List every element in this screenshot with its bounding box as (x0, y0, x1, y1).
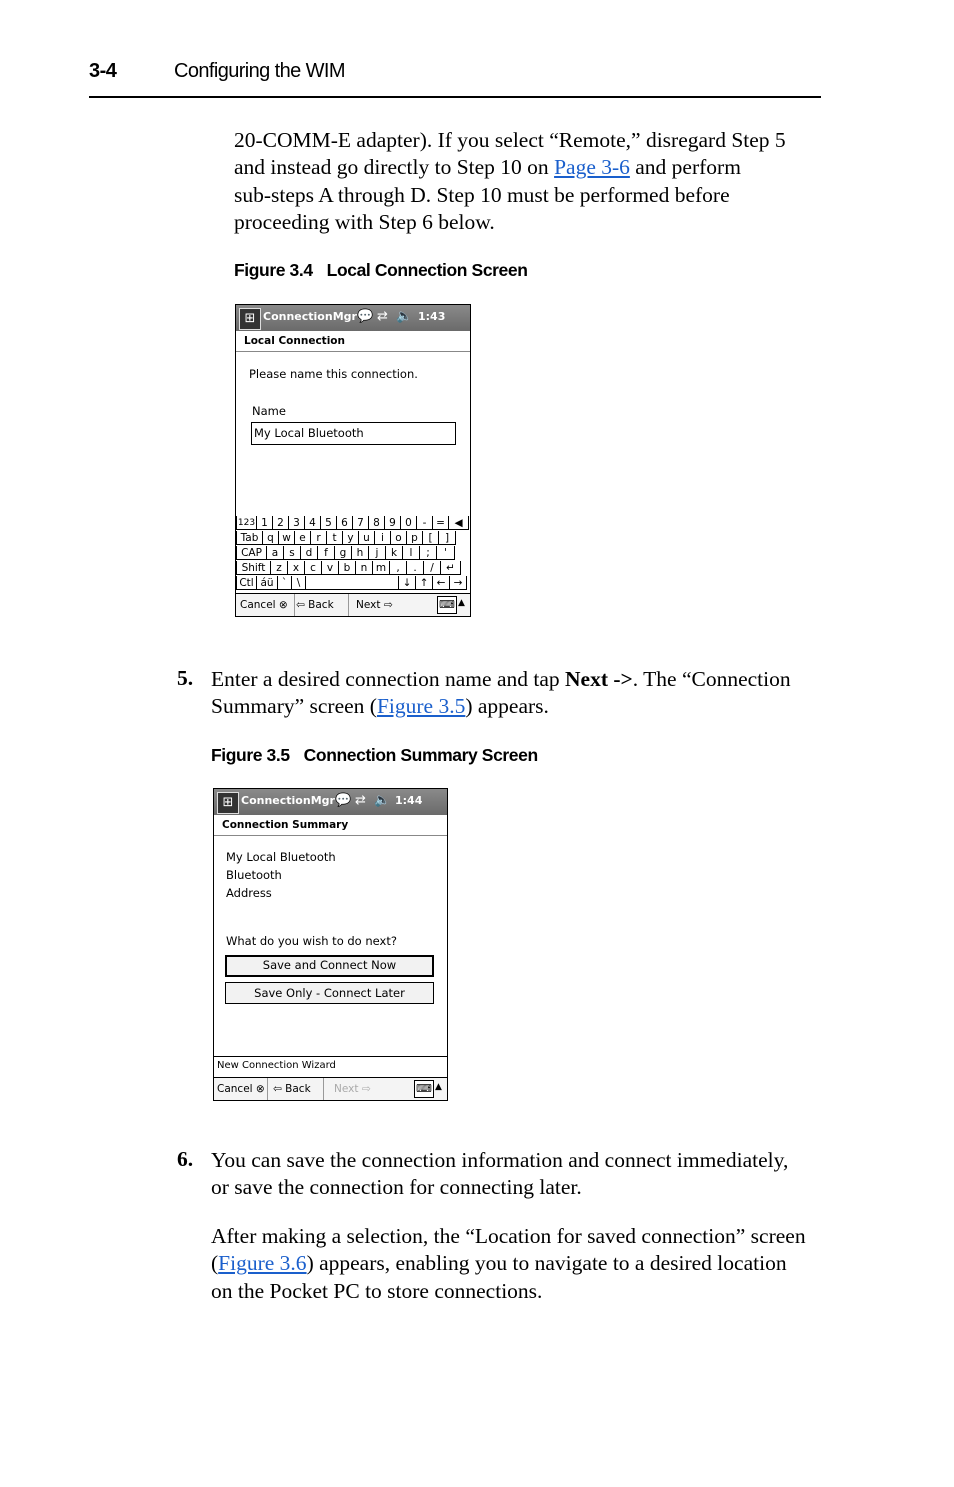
figure-3-5-link[interactable]: Figure 3.5 (376, 694, 466, 719)
key[interactable]: x (288, 561, 305, 575)
key-shift[interactable]: Shift (236, 561, 271, 575)
keyboard-row (236, 561, 470, 576)
key[interactable]: w (279, 531, 295, 545)
summary-address: Address (226, 886, 272, 900)
figure-caption: Figure 3.4 Local Connection Screen (234, 260, 528, 280)
chapter-title: Configuring the WIM (174, 60, 345, 82)
key[interactable]: 0 (401, 516, 417, 530)
intro-line: 20-COMM-E adapter). If you select “Remote,” disregard Step 5 (234, 128, 786, 152)
connectivity-icon[interactable]: ⇄ (355, 793, 366, 808)
key[interactable]: ; (420, 546, 437, 560)
key[interactable]: ] (439, 531, 456, 545)
command-bar (214, 1077, 447, 1100)
cancel-x-icon: ⊗ (278, 599, 288, 611)
key[interactable]: - (417, 516, 433, 530)
backspace-key-icon[interactable]: ◀ (449, 516, 469, 530)
key[interactable]: / (424, 561, 441, 575)
key-cap[interactable]: CAP (236, 546, 267, 560)
key[interactable]: 4 (305, 516, 321, 530)
intro-paragraph (234, 127, 824, 236)
intro-line: proceeding with Step 6 below. (234, 209, 495, 234)
summary-type: Bluetooth (226, 868, 282, 882)
space-key[interactable] (306, 576, 399, 590)
back-arrow-icon: ⇦ (273, 1083, 282, 1095)
key[interactable]: d (301, 546, 318, 560)
key[interactable]: 7 (353, 516, 369, 530)
name-label: Name (252, 404, 286, 418)
enter-key[interactable]: ↵ (441, 561, 461, 575)
step-line: (Figure 3.6) appears, enabling you to navigate to a desired location (211, 1251, 787, 1276)
command-bar (236, 593, 470, 616)
key[interactable]: o (391, 531, 407, 545)
windows-start-icon[interactable]: ⊞ (239, 308, 261, 330)
app-title: ConnectionMgr (241, 794, 335, 807)
key[interactable]: i (375, 531, 391, 545)
windows-start-icon[interactable]: ⊞ (217, 792, 239, 814)
question-text: What do you wish to do next? (226, 934, 397, 948)
intro-line: sub-steps A through D. Step 10 must be performed before (234, 182, 730, 207)
clock[interactable]: 1:44 (395, 794, 423, 807)
cancel-button[interactable]: Cancel ⊗ (236, 594, 295, 616)
key[interactable]: s (284, 546, 301, 560)
step-number: 6. (177, 1147, 194, 1171)
wizard-label: New Connection Wizard (214, 1056, 447, 1075)
keyboard-icon[interactable]: ⌨ (414, 1080, 434, 1098)
keyboard-row (236, 531, 470, 546)
app-title: ConnectionMgr (263, 310, 357, 323)
key[interactable]: v (322, 561, 339, 575)
keyboard-row (236, 546, 470, 561)
key[interactable]: 2 (273, 516, 289, 530)
figure-3-6-link[interactable]: Figure 3.6 (218, 1251, 307, 1276)
key[interactable]: y (343, 531, 359, 545)
save-only-button[interactable]: Save Only - Connect Later (225, 982, 434, 1004)
key-tab[interactable]: Tab (236, 531, 263, 545)
key[interactable]: . (407, 561, 424, 575)
speaker-icon[interactable]: 🔈 (396, 309, 413, 324)
back-button[interactable]: ⇦ Back (296, 594, 349, 616)
step-line: on the Pocket PC to store connections. (211, 1278, 543, 1303)
next-arrow-icon: ⇨ (361, 1083, 371, 1095)
key[interactable]: j (369, 546, 386, 560)
keyboard-row (236, 516, 470, 531)
step-line: After making a selection, the “Location for saved connection” screen (211, 1224, 806, 1248)
key[interactable]: , (390, 561, 407, 575)
key[interactable]: m (373, 561, 390, 575)
soft-keyboard (236, 516, 470, 593)
page-number: 3-4 (89, 60, 117, 82)
next-button[interactable]: Next ⇨ (356, 599, 393, 611)
summary-name: My Local Bluetooth (226, 850, 336, 864)
step-line: Summary” screen (Figure 3.5) appears. (211, 694, 549, 719)
key-accents[interactable]: áü (257, 576, 278, 590)
keyboard-icon[interactable]: ⌨ (437, 596, 457, 614)
next-arrow-icon: ⇨ (383, 599, 393, 611)
step-line: or save the connection for connecting later. (211, 1175, 582, 1200)
intro-line: and instead go directly to Step 10 on Page 3-6 and perform (234, 155, 741, 180)
key[interactable]: q (263, 531, 279, 545)
key[interactable]: e (295, 531, 311, 545)
page-3-6-link[interactable]: Page 3-6 (554, 155, 630, 180)
keyboard-row (236, 576, 470, 591)
key[interactable]: t (327, 531, 343, 545)
cancel-button[interactable]: Cancel ⊗ (214, 1078, 268, 1100)
screen-heading: Connection Summary (214, 815, 447, 836)
key[interactable]: n (356, 561, 373, 575)
connectivity-icon[interactable]: ⇄ (377, 309, 388, 324)
key[interactable]: p (407, 531, 423, 545)
key[interactable]: = (433, 516, 449, 530)
key[interactable]: ' (437, 546, 455, 560)
key[interactable]: u (359, 531, 375, 545)
key[interactable]: ← (433, 576, 450, 590)
key[interactable]: 6 (337, 516, 353, 530)
key[interactable]: ↓ (399, 576, 416, 590)
key-ctl[interactable]: Ctl (236, 576, 257, 590)
next-button[interactable]: Next ⇨ (334, 1083, 371, 1095)
step-6-followup (211, 1223, 831, 1305)
key[interactable]: z (271, 561, 288, 575)
local-connection-screen (235, 304, 471, 617)
prompt-text: Please name this connection. (249, 367, 418, 381)
title-bar (236, 305, 470, 331)
sip-arrow-icon[interactable]: ▲ (435, 1082, 442, 1092)
key[interactable]: h (352, 546, 369, 560)
key[interactable]: 3 (289, 516, 305, 530)
speech-bubble-icon[interactable]: 💬 (357, 309, 374, 324)
key-123[interactable]: 123 (237, 518, 256, 528)
key[interactable]: 1 (257, 516, 273, 530)
clock[interactable]: 1:43 (418, 310, 446, 323)
title-bar (214, 789, 447, 815)
key[interactable]: l (403, 546, 420, 560)
step-line: You can save the connection information and connect immediately, (211, 1148, 789, 1172)
sip-arrow-icon[interactable]: ▲ (458, 598, 465, 608)
speaker-icon[interactable]: 🔈 (374, 793, 391, 808)
connection-summary-screen (213, 788, 448, 1101)
key[interactable]: g (335, 546, 352, 560)
key[interactable]: 8 (369, 516, 385, 530)
figure-caption: Figure 3.5 Connection Summary Screen (211, 745, 538, 765)
back-button[interactable]: ⇦ Back (273, 1078, 324, 1100)
header-rule (89, 96, 821, 98)
step-6-text (211, 1147, 831, 1202)
name-field[interactable]: My Local Bluetooth (251, 422, 456, 445)
key[interactable]: k (386, 546, 403, 560)
key[interactable]: [ (423, 531, 439, 545)
key[interactable]: f (318, 546, 335, 560)
key[interactable]: → (450, 576, 467, 590)
key[interactable]: r (311, 531, 327, 545)
step-number: 5. (177, 666, 194, 690)
key[interactable]: 5 (321, 516, 337, 530)
save-and-connect-button[interactable]: Save and Connect Now (225, 955, 434, 977)
key[interactable]: a (267, 546, 284, 560)
key[interactable]: 9 (385, 516, 401, 530)
step-5-text (211, 666, 831, 721)
key[interactable]: b (339, 561, 356, 575)
key[interactable]: ↑ (416, 576, 433, 590)
key[interactable]: \ (292, 576, 306, 590)
screen-heading: Local Connection (236, 331, 470, 352)
key[interactable]: c (305, 561, 322, 575)
cancel-x-icon: ⊗ (255, 1083, 265, 1095)
key[interactable]: ` (278, 576, 292, 590)
back-arrow-icon: ⇦ (296, 599, 305, 611)
step-line: Enter a desired connection name and tap Next ->. The “Connection (211, 667, 791, 691)
speech-bubble-icon[interactable]: 💬 (335, 793, 352, 808)
